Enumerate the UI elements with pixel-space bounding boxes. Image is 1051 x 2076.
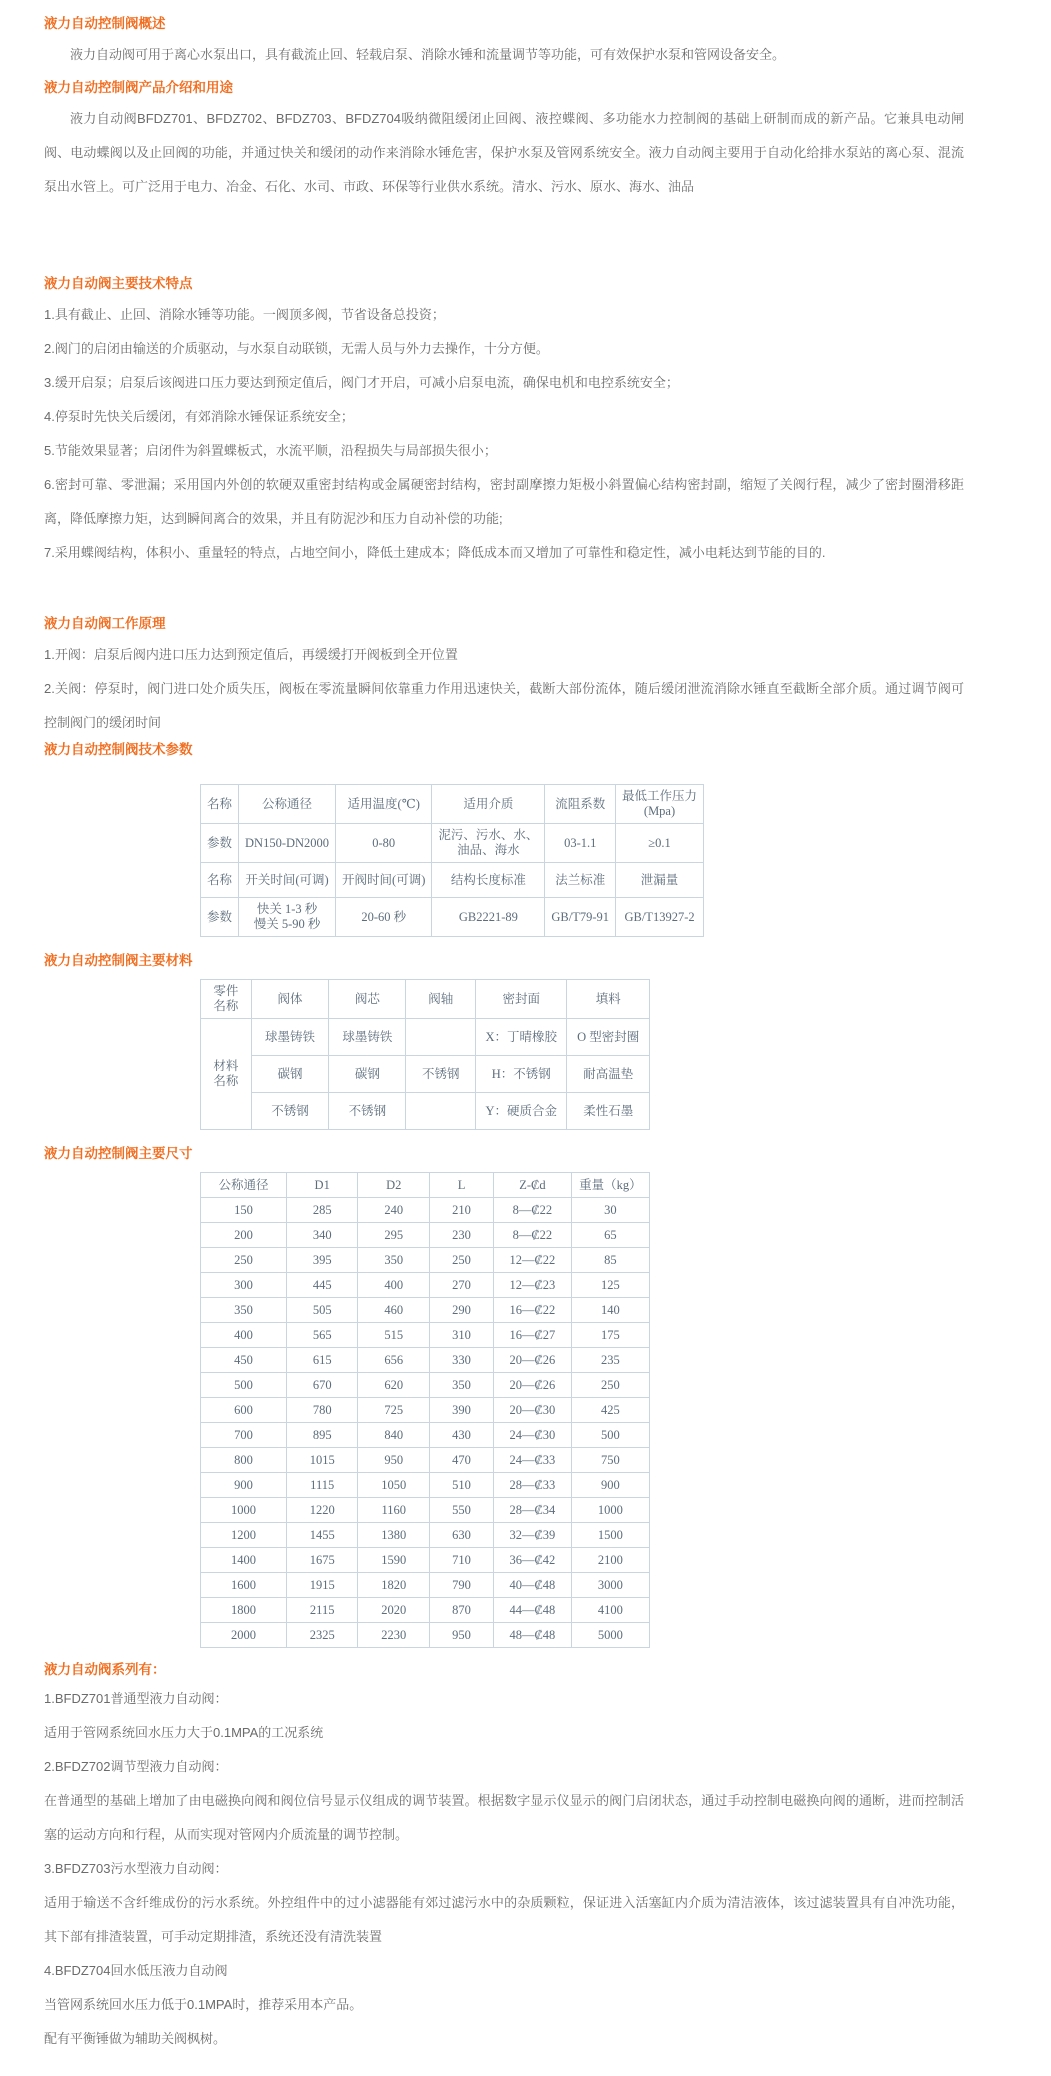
cell: 24—₡30 (494, 1423, 572, 1448)
cell: 140 (571, 1298, 649, 1323)
cell: 1380 (358, 1523, 430, 1548)
feature-item: 5.节能效果显著；启闭件为斜置蝶板式，水流平顺，沿程损失与局部损失很小； (44, 443, 497, 458)
cell: 230 (430, 1223, 494, 1248)
cell: 30 (571, 1198, 649, 1223)
series-item: 在普通型的基础上增加了由电磁换向阀和阀位信号显示仪组成的调节装置。根据数字显示仪显示的阀门启闭状态，通过手动控制电磁换向阀的通断，进而控制活塞的运动方向和行程，从而实现对管网内介质流量的调节控制。 (44, 1793, 964, 1842)
principle-item: 1.开阀：启泵后阀内进口压力达到预定值后，再缓缓打开阀板到全开位置 (44, 647, 458, 662)
cell: 200 (201, 1223, 287, 1248)
cell: 330 (430, 1348, 494, 1373)
table-row (201, 1573, 650, 1598)
cell: 参数 (201, 824, 239, 863)
cell: 适用介质 (432, 785, 545, 824)
table-row (201, 1056, 650, 1093)
cell: 碳钢 (329, 1056, 406, 1093)
series-item: 当管网系统回水压力低于0.1MPA时，推荐采用本产品。 (44, 1997, 363, 2012)
cell: 1600 (201, 1573, 287, 1598)
table-row (201, 1248, 650, 1273)
intro-paragraph: 液力自动阀BFDZ701、BFDZ702、BFDZ703、BFDZ704吸纳微阻缓闭止回阀、液控蝶阀、多功能水力控制阀的基础上研制而成的新产品。它兼具电动闸阀、电动蝶阀以及止回阀的功能，并通过快关和缓闭的动作来消除水锤危害，保护水泵及管网系统安全。液力自动阀主要用于自动化给排水泵站的离心泵、混流泵出水管上。可广泛用于电力、冶金、石化、水司、市政、环保等行业供水系统。清水、污水、原水、海水、油品 (44, 111, 964, 194)
cell: 65 (571, 1223, 649, 1248)
cell: 710 (430, 1548, 494, 1573)
cell: 125 (571, 1273, 649, 1298)
cell: 40—₡48 (494, 1573, 572, 1598)
cell: 400 (358, 1273, 430, 1298)
column-header: L (430, 1173, 494, 1198)
cell: 法兰标准 (545, 863, 616, 898)
cell: 零件 名称 (201, 980, 252, 1019)
cell: 28—₡34 (494, 1498, 572, 1523)
column-header: D1 (286, 1173, 358, 1198)
cell: 密封面 (476, 980, 567, 1019)
cell: 1500 (571, 1523, 649, 1548)
section-heading-dimensions: 液力自动控制阀主要尺寸 (44, 1146, 193, 1161)
cell: 700 (201, 1423, 287, 1448)
section-heading-intro: 液力自动控制阀产品介绍和用途 (44, 80, 233, 95)
cell: 250 (430, 1248, 494, 1273)
cell: 210 (430, 1198, 494, 1223)
cell: 900 (201, 1473, 287, 1498)
cell: 28—₡33 (494, 1473, 572, 1498)
cell: 425 (571, 1398, 649, 1423)
cell: 快关 1-3 秒 慢关 5-90 秒 (239, 898, 336, 937)
section-heading-principle: 液力自动阀工作原理 (44, 616, 166, 631)
cell: 20—₡30 (494, 1398, 572, 1423)
cell: 1820 (358, 1573, 430, 1598)
material-table (200, 979, 650, 1130)
cell: 1000 (571, 1498, 649, 1523)
cell: 不锈钢 (329, 1093, 406, 1130)
cell: 结构长度标准 (432, 863, 545, 898)
cell: 565 (286, 1323, 358, 1348)
cell: 800 (201, 1448, 287, 1473)
cell: GB/T79-91 (545, 898, 616, 937)
cell: 耐高温垫 (567, 1056, 650, 1093)
series-item: 1.BFDZ701普通型液力自动阀： (44, 1691, 228, 1706)
series-item: 适用于输送不含纤维成份的污水系统。外控组件中的过小滤器能有郊过滤污水中的杂质颗粒，保证进入活塞缸内介质为清洁液体，该过滤装置具有自冲洗功能，其下部有排渣装置，可手动定期排渣，系统还没有清洗装置 (44, 1895, 964, 1944)
cell: 600 (201, 1398, 287, 1423)
cell: 2020 (358, 1598, 430, 1623)
series-item: 适用于管网系统回水压力大于0.1MPA的工况系统 (44, 1725, 324, 1740)
table-row (201, 1198, 650, 1223)
column-header: 公称通径 (201, 1173, 287, 1198)
table-row (201, 1398, 650, 1423)
table-row (201, 1548, 650, 1573)
cell: 12—₡22 (494, 1248, 572, 1273)
cell: 16—₡22 (494, 1298, 572, 1323)
cell: 250 (571, 1373, 649, 1398)
cell: 16—₡27 (494, 1323, 572, 1348)
cell (406, 1019, 476, 1056)
table-row (201, 1498, 650, 1523)
cell: 870 (430, 1598, 494, 1623)
cell: 2115 (286, 1598, 358, 1623)
cell: DN150-DN2000 (239, 824, 336, 863)
cell: 流阻系数 (545, 785, 616, 824)
section-heading-features: 液力自动阀主要技术特点 (44, 276, 193, 291)
cell: 310 (430, 1323, 494, 1348)
cell: 950 (358, 1448, 430, 1473)
cell: 250 (201, 1248, 287, 1273)
cell: 175 (571, 1323, 649, 1348)
cell: 500 (571, 1423, 649, 1448)
table-row (201, 1448, 650, 1473)
cell: 470 (430, 1448, 494, 1473)
cell: 1050 (358, 1473, 430, 1498)
cell: 泥污、污水、水、 油品、海水 (432, 824, 545, 863)
cell: 1915 (286, 1573, 358, 1598)
cell: 840 (358, 1423, 430, 1448)
cell: Y：硬质合金 (476, 1093, 567, 1130)
cell: 790 (430, 1573, 494, 1598)
cell: 395 (286, 1248, 358, 1273)
cell: 24—₡33 (494, 1448, 572, 1473)
cell: 2230 (358, 1623, 430, 1648)
cell: 48—₡48 (494, 1623, 572, 1648)
cell: 名称 (201, 785, 239, 824)
dimensions-table (200, 1172, 650, 1648)
cell: 670 (286, 1373, 358, 1398)
cell: 1200 (201, 1523, 287, 1548)
table-row (201, 1473, 650, 1498)
cell: 1000 (201, 1498, 287, 1523)
cell: 300 (201, 1273, 287, 1298)
cell: 0-80 (336, 824, 432, 863)
cell: 不锈钢 (251, 1093, 328, 1130)
cell: 240 (358, 1198, 430, 1223)
dimensions-table-wrap (200, 1172, 1051, 1648)
cell: 2325 (286, 1623, 358, 1648)
cell: GB2221-89 (432, 898, 545, 937)
cell: 20—₡26 (494, 1373, 572, 1398)
cell: 开关时间(可调) (239, 863, 336, 898)
cell: 20—₡26 (494, 1348, 572, 1373)
cell: 泄漏量 (616, 863, 704, 898)
cell: 不锈钢 (406, 1056, 476, 1093)
section-heading-series: 液力自动阀系列有： (44, 1662, 166, 1677)
cell: 填料 (567, 980, 650, 1019)
cell: 柔性石墨 (567, 1093, 650, 1130)
cell: 8—₡22 (494, 1223, 572, 1248)
cell: 适用温度(℃) (336, 785, 432, 824)
table-row (201, 1273, 650, 1298)
table-row (201, 1093, 650, 1130)
cell: 3000 (571, 1573, 649, 1598)
series-item: 3.BFDZ703污水型液力自动阀： (44, 1861, 228, 1876)
cell: 最低工作压力 (Mpa) (616, 785, 704, 824)
feature-item: 6.密封可靠、零泄漏；采用国内外创的软硬双重密封结构或金属硬密封结构，密封副摩擦力矩极小斜置偏心结构密封副，缩短了关阀行程，减少了密封圈滑移距离，降低摩擦力矩，达到瞬间离合的效果，并且有防泥沙和压力自动补偿的功能; (44, 477, 964, 526)
material-table-wrap (200, 979, 1051, 1130)
cell: 460 (358, 1298, 430, 1323)
column-header: D2 (358, 1173, 430, 1198)
section-heading-material: 液力自动控制阀主要材料 (44, 953, 193, 968)
cell: 510 (430, 1473, 494, 1498)
cell: 1455 (286, 1523, 358, 1548)
cell: 开阀时间(可调) (336, 863, 432, 898)
feature-item: 1.具有截止、止回、消除水锤等功能。一阀顶多阀，节省设备总投资； (44, 307, 445, 322)
cell: 参数 (201, 898, 239, 937)
cell: 500 (201, 1373, 287, 1398)
feature-item: 3.缓开启泵；启泵后该阀进口压力要达到预定值后，阀门才开启，可减小启泵电流，确保电机和电控系统安全； (44, 375, 679, 390)
cell: 1015 (286, 1448, 358, 1473)
table-row (201, 1348, 650, 1373)
overview-paragraph: 液力自动阀可用于离心水泵出口，具有截流止回、轻载启泵、消除水锤和流量调节等功能，可有效保护水泵和管网设备安全。 (70, 47, 786, 62)
cell: H：不锈钢 (476, 1056, 567, 1093)
table-header-row (201, 1173, 650, 1198)
cell: 20-60 秒 (336, 898, 432, 937)
cell: 295 (358, 1223, 430, 1248)
cell: 1115 (286, 1473, 358, 1498)
cell: 630 (430, 1523, 494, 1548)
cell: 阀体 (251, 980, 328, 1019)
series-item: 配有平衡锤做为辅助关阀枫树。 (44, 2031, 227, 2046)
cell: 620 (358, 1373, 430, 1398)
cell: 1220 (286, 1498, 358, 1523)
column-header: Z-₡d (494, 1173, 572, 1198)
cell: 550 (430, 1498, 494, 1523)
cell: 350 (430, 1373, 494, 1398)
cell: 1160 (358, 1498, 430, 1523)
cell: 615 (286, 1348, 358, 1373)
cell: 球墨铸铁 (251, 1019, 328, 1056)
cell: 03-1.1 (545, 824, 616, 863)
cell: 12—₡23 (494, 1273, 572, 1298)
cell: ≥0.1 (616, 824, 704, 863)
table-row (201, 1019, 650, 1056)
params-table-wrap (200, 784, 1051, 937)
cell: 350 (201, 1298, 287, 1323)
cell: 阀轴 (406, 980, 476, 1019)
cell: 430 (430, 1423, 494, 1448)
table-row (201, 824, 704, 863)
table-row (201, 1423, 650, 1448)
column-header: 重量（kg） (571, 1173, 649, 1198)
cell (406, 1093, 476, 1130)
cell: 780 (286, 1398, 358, 1423)
cell: 1400 (201, 1548, 287, 1573)
cell: 2000 (201, 1623, 287, 1648)
cell: 公称通径 (239, 785, 336, 824)
cell: 1675 (286, 1548, 358, 1573)
series-item: 4.BFDZ704回水低压液力自动阀 (44, 1963, 228, 1978)
cell: 4100 (571, 1598, 649, 1623)
cell: 44—₡48 (494, 1598, 572, 1623)
cell: 900 (571, 1473, 649, 1498)
cell: 400 (201, 1323, 287, 1348)
cell-row-label: 材料 名称 (201, 1019, 252, 1130)
cell: 85 (571, 1248, 649, 1273)
table-row (201, 980, 650, 1019)
table-row (201, 1373, 650, 1398)
table-row (201, 1223, 650, 1248)
cell: GB/T13927-2 (616, 898, 704, 937)
cell: X：丁晴橡胶 (476, 1019, 567, 1056)
section-heading-overview: 液力自动控制阀概述 (44, 16, 166, 31)
series-item: 2.BFDZ702调节型液力自动阀： (44, 1759, 228, 1774)
section-heading-params: 液力自动控制阀技术参数 (44, 742, 193, 757)
cell: 390 (430, 1398, 494, 1423)
cell: 36—₡42 (494, 1548, 572, 1573)
feature-item: 7.采用蝶阀结构，体积小、重量轻的特点，占地空间小，降低土建成本；降低成本而又增加了可靠性和稳定性，减小电耗达到节能的目的. (44, 545, 826, 560)
cell: 32—₡39 (494, 1523, 572, 1548)
table-row (201, 785, 704, 824)
cell: 150 (201, 1198, 287, 1223)
cell: 8—₡22 (494, 1198, 572, 1223)
cell: 235 (571, 1348, 649, 1373)
cell: 285 (286, 1198, 358, 1223)
cell: 270 (430, 1273, 494, 1298)
cell: 750 (571, 1448, 649, 1473)
table-row (201, 1623, 650, 1648)
cell: 725 (358, 1398, 430, 1423)
table-row (201, 1298, 650, 1323)
cell: 碳钢 (251, 1056, 328, 1093)
technical-params-table (200, 784, 704, 937)
table-row (201, 863, 704, 898)
cell: 5000 (571, 1623, 649, 1648)
dimensions-table-body (201, 1198, 650, 1648)
cell: 895 (286, 1423, 358, 1448)
cell: 450 (201, 1348, 287, 1373)
cell: 515 (358, 1323, 430, 1348)
cell: 950 (430, 1623, 494, 1648)
table-row (201, 1598, 650, 1623)
cell: O 型密封圈 (567, 1019, 650, 1056)
cell: 340 (286, 1223, 358, 1248)
feature-item: 2.阀门的启闭由输送的介质驱动，与水泵自动联锁，无需人员与外力去操作，十分方便。 (44, 341, 549, 356)
cell: 1800 (201, 1598, 287, 1623)
table-row (201, 1523, 650, 1548)
feature-item: 4.停泵时先快关后缓闭，有郊消除水锤保证系统安全； (44, 409, 354, 424)
cell: 656 (358, 1348, 430, 1373)
cell: 505 (286, 1298, 358, 1323)
cell: 名称 (201, 863, 239, 898)
table-row (201, 898, 704, 937)
table-row (201, 1323, 650, 1348)
cell: 290 (430, 1298, 494, 1323)
cell: 球墨铸铁 (329, 1019, 406, 1056)
cell: 1590 (358, 1548, 430, 1573)
principle-item: 2.关阀：停泵时，阀门进口处介质失压，阀板在零流量瞬间依靠重力作用迅速快关，截断大部份流体，随后缓闭泄流消除水锤直至截断全部介质。通过调节阀可控制阀门的缓闭时间 (44, 681, 964, 730)
cell: 350 (358, 1248, 430, 1273)
cell: 2100 (571, 1548, 649, 1573)
cell: 阀芯 (329, 980, 406, 1019)
cell: 445 (286, 1273, 358, 1298)
